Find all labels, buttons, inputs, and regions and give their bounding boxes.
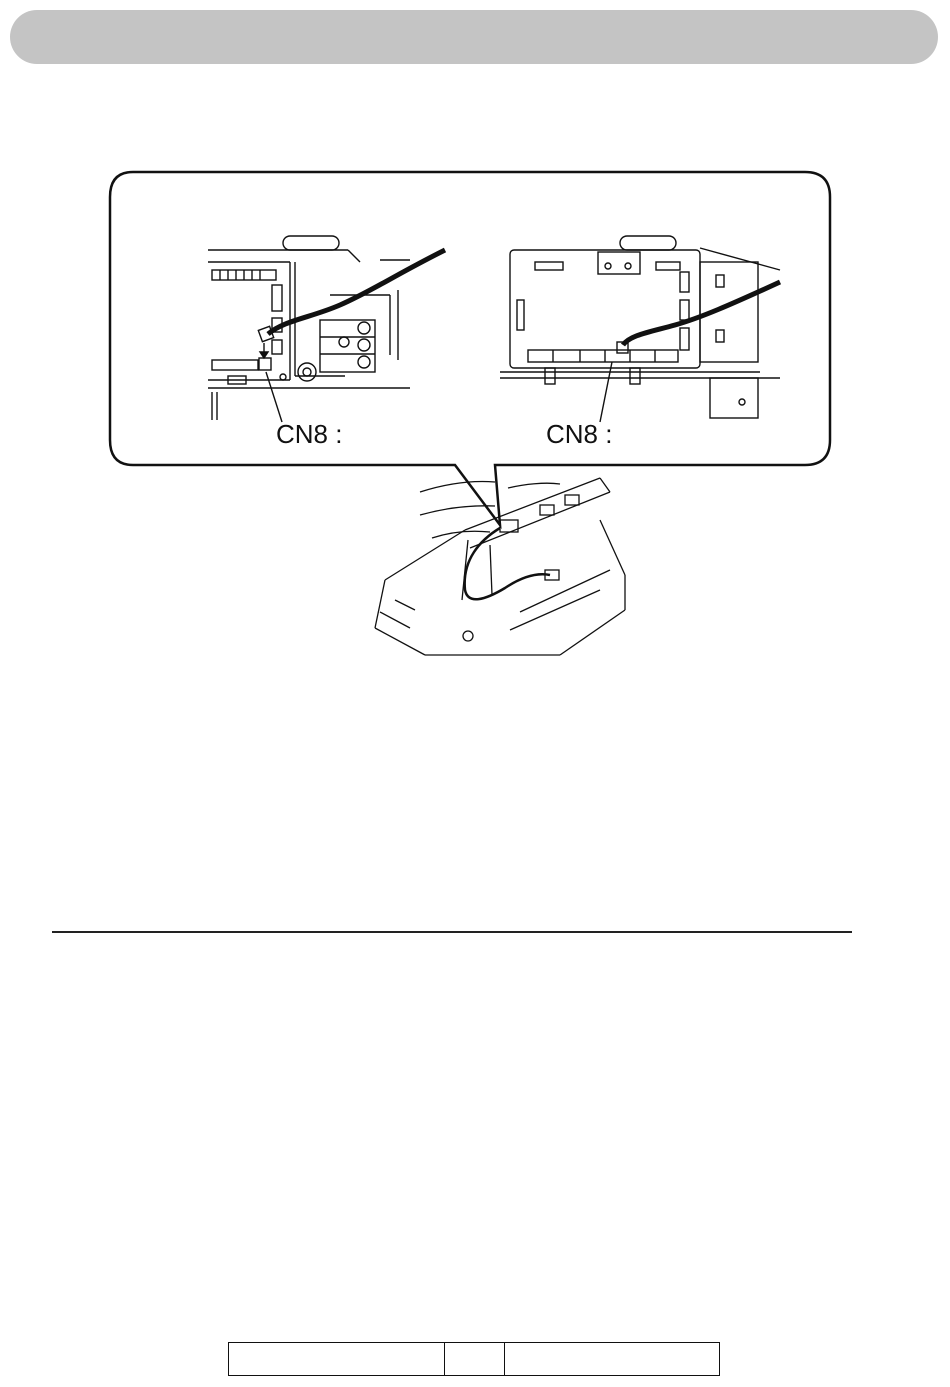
unit-cable — [465, 528, 550, 599]
footer-cell-1 — [229, 1343, 445, 1375]
horizontal-rule — [52, 931, 852, 933]
unit-overview — [375, 478, 625, 655]
cn8-label-right: CN8 : — [546, 419, 613, 449]
footer-table — [228, 1342, 720, 1376]
footer-cell-2 — [445, 1343, 505, 1375]
footer-cell-3 — [505, 1343, 719, 1375]
cn8-label-left: CN8 : — [276, 419, 343, 449]
callout-bubble — [110, 172, 830, 525]
